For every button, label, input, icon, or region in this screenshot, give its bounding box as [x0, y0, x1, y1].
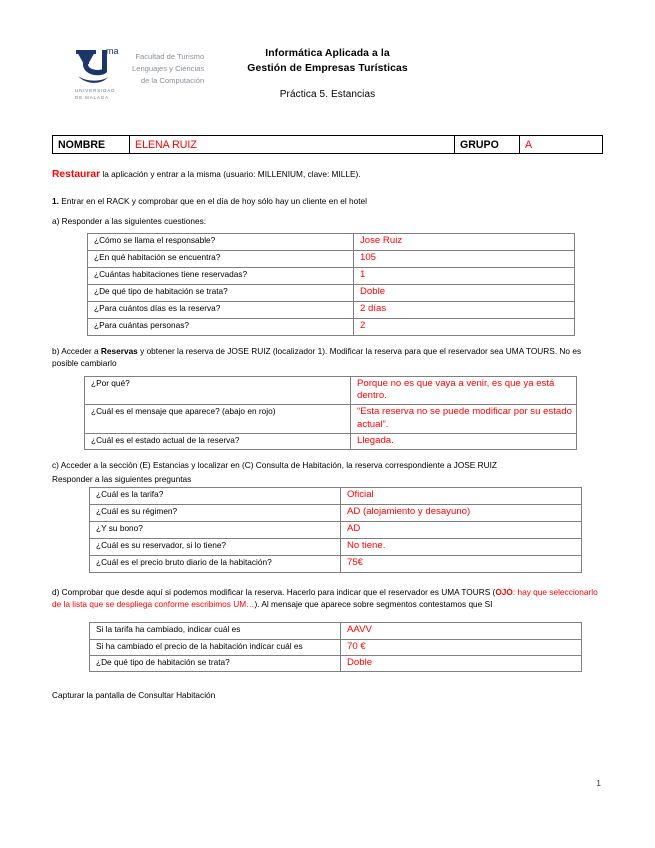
- table-row: [88, 268, 575, 285]
- question-cell: ¿Para cuántas personas?: [88, 319, 354, 336]
- table-row: [85, 376, 577, 405]
- table-row: [88, 285, 575, 302]
- section-b-intro-pre: b) Acceder a: [52, 346, 101, 357]
- table-row: [90, 538, 582, 555]
- task-item-1-number: 1.: [52, 195, 59, 206]
- section-c-table-body: [90, 487, 582, 572]
- section-b-table-body: [85, 376, 577, 449]
- section-b-intro-post: y obtener la reserva de JOSE RUIZ (localizador 1). Modificar la reserva para que el reservador sea UMA TOURS. No es posible cambiarlo: [52, 346, 582, 369]
- uma-logo-icon: [72, 44, 128, 102]
- answer-cell[interactable]: AD: [341, 521, 582, 538]
- section-d-intro-red: : hay que seleccionarlo de la lista que se despliega conforme escribimos UM…: [52, 586, 598, 609]
- table-row: [88, 251, 575, 268]
- uma-logo-subtext-line1: UNIVERSIDAD: [75, 88, 116, 93]
- restaurar-keyword: Restaurar: [52, 169, 101, 180]
- section-c-intro-2: Responder a las siguientes preguntas: [52, 474, 192, 485]
- question-cell: ¿Para cuántos días es la reserva?: [88, 302, 354, 319]
- answer-cell[interactable]: “Esta reserva no se puede modificar por su estado actual”.: [351, 405, 577, 434]
- uma-logo-subtext: [75, 88, 115, 102]
- question-cell: Si la tarifa ha cambiado, indicar cuál es: [90, 623, 341, 639]
- answer-cell[interactable]: AD (alojamiento y desayuno): [341, 504, 582, 521]
- table-row: [53, 136, 603, 154]
- faculty-line-1: Facultad de Turismo: [135, 52, 205, 61]
- section-b-table-wrap: [52, 376, 603, 450]
- table-row: [85, 434, 577, 450]
- answer-cell[interactable]: 70 €: [341, 639, 582, 655]
- section-c-table-wrap: [52, 487, 603, 573]
- question-cell: ¿Cuál es su régimen?: [90, 504, 341, 521]
- question-cell: ¿Cuál es el precio bruto diario de la habitación?: [90, 555, 341, 572]
- answer-cell[interactable]: Porque no es que vaya a venir, es que ya está dentro.: [351, 376, 577, 405]
- answer-cell[interactable]: 75€: [341, 555, 582, 572]
- section-a-table: [87, 233, 575, 336]
- group-label: GRUPO: [455, 136, 520, 154]
- answer-cell[interactable]: AAVV: [341, 623, 582, 639]
- name-field[interactable]: ELENA RUIZ: [130, 136, 455, 154]
- table-row: [88, 234, 575, 251]
- faculty-line-2: Lenguajes y Ciencias: [132, 63, 205, 73]
- question-cell: ¿Y su bono?: [90, 521, 341, 538]
- page-title-line-1: Informática Aplicada a la: [265, 48, 390, 59]
- table-row: [90, 555, 582, 572]
- uma-logo-subtext-line2: DE MALAGA: [75, 94, 110, 100]
- task-item-1: [52, 196, 603, 206]
- table-row: [90, 521, 582, 538]
- section-b-intro: [52, 346, 603, 370]
- answer-cell[interactable]: Jose Ruiz: [354, 234, 575, 251]
- document-header: [52, 0, 603, 122]
- question-cell: ¿De qué tipo de habitación se trata?: [88, 285, 354, 302]
- question-cell: ¿Cuál es su reservador, si lo tiene?: [90, 538, 341, 555]
- section-b-table: [84, 376, 577, 450]
- question-cell: ¿Cómo se llama el responsable?: [88, 234, 354, 251]
- question-cell: Si ha cambiado el precio de la habitación indicar cuál es: [90, 639, 341, 655]
- section-a-table-body: [88, 234, 575, 336]
- answer-cell[interactable]: Doble: [354, 285, 575, 302]
- faculty-line-3: de la Computación: [140, 75, 205, 85]
- table-row: [85, 405, 577, 434]
- university-logo-block: [72, 44, 204, 102]
- intro-rest: la aplicación y entrar a la misma (usuario: MILLENIUM, clave: MILLE).: [100, 169, 361, 179]
- task-item-1-text: Entrar en el RACK y comprobar que en el día de hoy sólo hay un cliente en el hotel: [58, 195, 368, 206]
- section-a-intro: a) Responder a las siguientes cuestiones:: [52, 215, 207, 226]
- table-row: [88, 319, 575, 336]
- answer-cell[interactable]: Llegada.: [351, 434, 577, 450]
- table-row: [90, 639, 582, 655]
- page-title-line-2: Gestión de Empresas Turísticas: [247, 63, 408, 75]
- section-d-table: [89, 622, 582, 672]
- section-c-intro: c) Acceder a la sección (E) Estancias y localizar en (C) Consulta de Habitación, la reserva correspondiente a JOSE RUIZ: [52, 460, 497, 471]
- answer-cell[interactable]: No tiene.: [341, 538, 582, 555]
- table-row: [88, 302, 575, 319]
- section-d-intro-pre: d) Comprobar que desde aquí si podemos modificar la reserva. Hacerlo para indicar que el reservador es UMA TOURS (: [52, 586, 496, 597]
- section-d-ojo-keyword: OJO: [495, 586, 513, 597]
- question-cell: ¿En qué habitación se encuentra?: [88, 251, 354, 268]
- student-name-bar: [52, 135, 603, 154]
- question-cell: ¿Cuántas habitaciones tiene reservadas?: [88, 268, 354, 285]
- section-b-intro-bold: Reservas: [100, 346, 138, 357]
- answer-cell[interactable]: 2: [354, 319, 575, 336]
- table-row: [90, 655, 582, 671]
- question-cell: ¿Por qué?: [85, 376, 351, 405]
- question-cell: ¿Cuál es el estado actual de la reserva?: [85, 434, 351, 450]
- name-label: NOMBRE: [53, 136, 130, 154]
- answer-cell[interactable]: Doble: [341, 655, 582, 671]
- question-cell: ¿De qué tipo de habitación se trata?: [90, 655, 341, 671]
- section-c-table: [89, 487, 582, 573]
- question-cell: ¿Cuál es la tarifa?: [90, 487, 341, 504]
- closing-instruction: Capturar la pantalla de Consultar Habitación: [52, 690, 216, 701]
- group-field[interactable]: A: [520, 136, 603, 154]
- table-row: [90, 623, 582, 639]
- page-subtitle: Práctica 5. Estancias: [279, 89, 376, 101]
- answer-cell[interactable]: 105: [354, 251, 575, 268]
- section-d-intro-post: ). Al mensaje que aparece sobre segmentos contestamos que SI: [254, 598, 493, 609]
- answer-cell[interactable]: 1: [354, 268, 575, 285]
- intro-paragraph: [52, 168, 603, 183]
- section-d-intro: [52, 587, 603, 611]
- faculty-text: [132, 51, 204, 86]
- uma-wordmark: ma: [106, 46, 119, 56]
- answer-cell[interactable]: Oficial: [341, 487, 582, 504]
- question-cell: ¿Cuál es el mensaje que aparece? (abajo en rojo): [85, 405, 351, 434]
- table-row: [90, 504, 582, 521]
- table-row: [90, 487, 582, 504]
- section-d-table-wrap: [52, 622, 603, 672]
- page-number: 1: [596, 778, 601, 788]
- section-d-table-body: [90, 623, 582, 672]
- section-a-table-wrap: [52, 233, 603, 336]
- answer-cell[interactable]: 2 días: [354, 302, 575, 319]
